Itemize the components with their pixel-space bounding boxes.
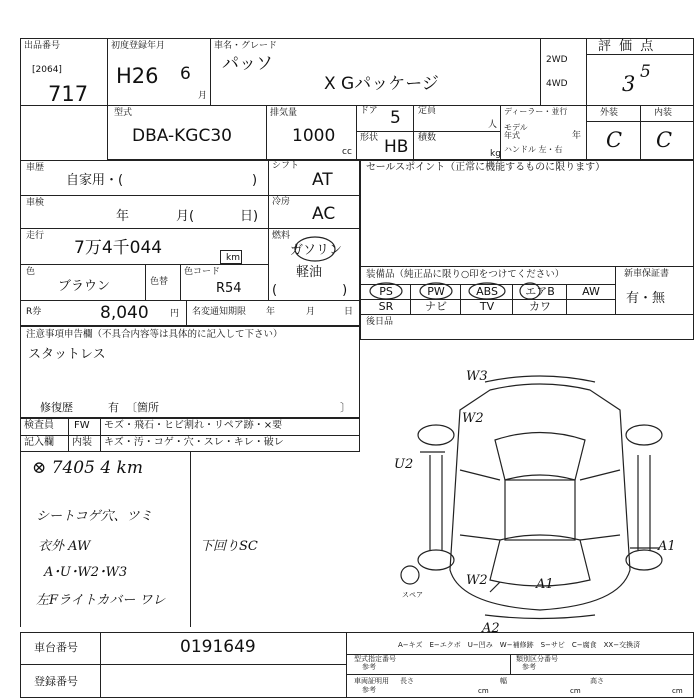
- first-reg-label: 初度登録年月: [111, 41, 166, 51]
- inspection-row2-head: 内装: [72, 437, 92, 448]
- shape-label: 形状: [360, 133, 379, 143]
- length-cm: cm: [478, 687, 489, 695]
- class-label: 類別区分番号: [516, 655, 558, 663]
- car-name: パッソ: [222, 54, 273, 74]
- remark-1: ⊗ 7405 4 km: [32, 458, 143, 478]
- recycle-value: 8,040: [100, 303, 149, 323]
- model-value: DBA-KGC30: [132, 126, 232, 146]
- displacement-value: 1000: [292, 126, 336, 146]
- fuel-circle: [290, 234, 343, 264]
- year-unit: 年: [572, 131, 582, 141]
- inspection-row1-head: FW: [74, 420, 90, 431]
- warranty-label: 新車保証書: [624, 269, 670, 279]
- exterior-label: 外装: [600, 108, 619, 118]
- after-label: 後日品: [366, 317, 394, 327]
- remark-3: 衣外 AW: [38, 539, 91, 554]
- diag-a1-right: A1: [658, 539, 676, 554]
- fuel-label: 燃料: [272, 231, 291, 241]
- mileage-value: 7万4千044: [74, 238, 163, 258]
- type-cert-ref: 参考: [362, 663, 376, 671]
- repair-value: 有: [108, 401, 119, 414]
- reg-year: H26: [116, 64, 159, 88]
- doors-label: ドア: [360, 106, 378, 116]
- notice-day: 日: [344, 307, 354, 317]
- color-code-value: R54: [216, 281, 242, 296]
- fuel-value: ガソリン: [290, 243, 343, 258]
- equip-leather: カワ: [529, 300, 551, 313]
- dealer-label: ディーラー・並行: [504, 107, 568, 116]
- ac-label: 冷房: [272, 197, 291, 207]
- cc-unit: cc: [342, 147, 352, 157]
- equip-airbag: エアB: [525, 285, 555, 298]
- inspection-label-1: 検査員: [24, 420, 54, 431]
- history-label: 車歴: [26, 163, 45, 173]
- sales-label: セールスポイント（正常に機能するものに限ります）: [366, 162, 606, 173]
- shift-value: AT: [312, 170, 333, 190]
- yen-unit: 円: [170, 309, 180, 319]
- notes-label: 注意事項申告欄（不具合内容等は具体的に記入して下さい）: [26, 329, 283, 340]
- diagram-legend: A−キズ E−エクボ U−凹み W−補修跡 S−サビ C−腐食 XX−交換済: [398, 641, 641, 649]
- load-label: 積数: [418, 133, 437, 143]
- displacement-label: 排気量: [270, 108, 298, 118]
- height-cm: cm: [672, 687, 683, 695]
- shape-value: HB: [384, 137, 409, 157]
- inspection-label-2: 記入欄: [24, 437, 54, 448]
- length-label: 長さ: [400, 677, 414, 685]
- interior-label: 内装: [654, 108, 673, 118]
- size-label: 車両証明用: [354, 677, 389, 685]
- lot-sub: [2064]: [32, 65, 62, 75]
- exterior-grade: C: [606, 128, 623, 152]
- inspection-row2: キズ・汚・コゲ・穴・スレ・キレ・破レ: [104, 437, 284, 448]
- ac-value: AC: [312, 204, 336, 224]
- handle-label: ハンドル 左・右: [504, 145, 563, 154]
- diag-w2-top: W2: [462, 411, 484, 426]
- chassis-label: 車台番号: [34, 641, 78, 654]
- person-unit: 人: [488, 120, 498, 130]
- color-value: ブラウン: [58, 279, 111, 294]
- color-change-label: 色替: [150, 277, 169, 287]
- inspection-day: 日): [240, 209, 259, 224]
- interior-grade: C: [656, 128, 673, 152]
- width-cm: cm: [570, 687, 581, 695]
- doors-value: 5: [390, 108, 401, 128]
- class-ref: 参考: [522, 663, 536, 671]
- chassis-value: 0191649: [180, 637, 256, 657]
- reg-month: 6: [180, 64, 191, 84]
- notes-text: スタットレス: [28, 347, 106, 362]
- fuel-paren: ( ): [272, 283, 348, 298]
- inspection-label: 車検: [26, 198, 45, 208]
- remark-2: シートコゲ穴、ツミ: [36, 509, 153, 524]
- diag-spare: スペア: [402, 591, 423, 599]
- size-ref: 参考: [362, 686, 376, 694]
- car-label: 車名・グレード: [214, 41, 278, 51]
- diag-a2: A2: [482, 621, 500, 636]
- history-value: 自家用・(: [66, 173, 124, 188]
- km-box: [220, 250, 242, 264]
- notice-label: 名変通知期限: [192, 307, 247, 317]
- score-label: 評 価 点: [598, 39, 656, 54]
- notice-year: 年: [266, 307, 276, 317]
- kg-unit: kg: [490, 149, 501, 159]
- diag-a1-center: A1: [536, 577, 554, 592]
- car-grade: X Gパッケージ: [324, 74, 439, 94]
- color-label: 色: [26, 267, 36, 277]
- score-main: 3: [622, 72, 636, 96]
- model-year-label: モデル年式: [504, 123, 528, 140]
- reg-label: 登録番号: [34, 675, 78, 688]
- width-label: 幅: [500, 677, 507, 685]
- repair-label: 修復歴: [40, 401, 73, 414]
- inspection-row1: モズ・飛石・ヒビ割れ・リペア跡・×要: [104, 420, 283, 431]
- repair-close: 〕: [340, 401, 351, 414]
- drive-2wd: 2WD: [546, 55, 568, 65]
- inspection-year: 年: [116, 209, 130, 224]
- capacity-label: 定員: [418, 106, 437, 116]
- recycle-label: R券: [26, 307, 42, 317]
- diag-w3: W3: [466, 369, 488, 384]
- inspection-month: 月(: [176, 209, 195, 224]
- equip-circles: [362, 281, 542, 301]
- height-label: 高さ: [590, 677, 604, 685]
- fuel-value-2: 軽油: [296, 265, 323, 280]
- reg-month-unit: 月: [198, 91, 208, 101]
- score-sup: 5: [640, 62, 651, 82]
- equip-aw: AW: [582, 285, 600, 298]
- notice-month: 月: [306, 307, 316, 317]
- equip-pw: PW: [427, 285, 445, 298]
- lot-label: 出品番号: [24, 41, 61, 51]
- model-label: 型式: [114, 108, 133, 118]
- remark-6: 下回りSC: [200, 539, 258, 554]
- equip-abs: ABS: [476, 285, 498, 298]
- equip-tv: TV: [479, 300, 495, 313]
- diag-u2: U2: [394, 457, 414, 472]
- equip-ps: PS: [379, 285, 393, 298]
- equip-label: 装備品（純正品に限り○印をつけてください）: [366, 269, 565, 280]
- bottom-box: [20, 632, 694, 698]
- diag-w2-bottom: W2: [466, 573, 488, 588]
- mileage-label: 走行: [26, 231, 45, 241]
- repair-place: 〔箇所: [126, 401, 159, 414]
- km-unit: km: [226, 253, 240, 263]
- equip-navi: ナビ: [425, 300, 447, 313]
- lot-number: 717: [48, 82, 89, 106]
- remark-5: 左Fライトカバー ワレ: [36, 593, 166, 608]
- remark-4: A･U･W2･W3: [44, 565, 128, 580]
- warranty-value: 有・無: [626, 291, 666, 306]
- type-cert-label: 型式指定番号: [354, 655, 396, 663]
- color-code-label: 色コード: [184, 267, 221, 277]
- history-close: ): [252, 173, 258, 188]
- equip-sr: SR: [378, 300, 394, 313]
- shift-label: シフト: [272, 161, 300, 171]
- drive-4wd: 4WD: [546, 79, 568, 89]
